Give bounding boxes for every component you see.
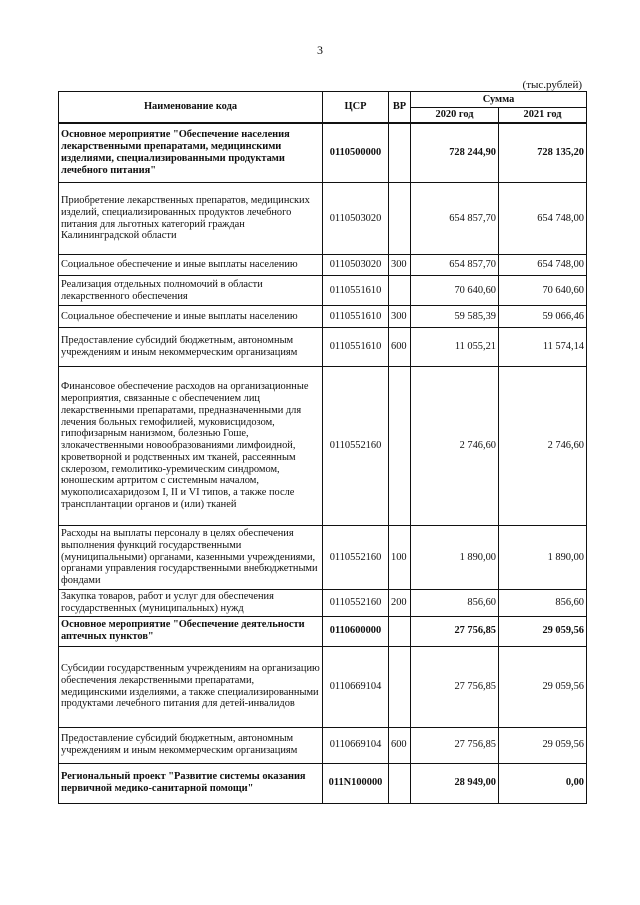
row-csr-cell: 0110552160 <box>323 526 389 590</box>
row-2020-cell: 70 640,60 <box>411 276 499 306</box>
row-name-cell: Предоставление субсидий бюджетным, автономным учреждениям и иным некоммерческим организациям <box>59 328 323 367</box>
row-csr-cell: 011N100000 <box>323 763 389 803</box>
table-row <box>59 123 587 183</box>
row-csr-cell: 0110500000 <box>323 123 389 183</box>
unit-note: (тыс.рублей) <box>522 79 582 91</box>
header-sum: Сумма <box>411 92 587 108</box>
row-2021-cell: 29 059,56 <box>499 727 587 763</box>
row-vr-cell <box>389 646 411 727</box>
row-vr-cell: 600 <box>389 328 411 367</box>
row-vr-cell <box>389 276 411 306</box>
table-row <box>59 306 587 328</box>
row-csr-cell: 0110551610 <box>323 306 389 328</box>
table-row <box>59 727 587 763</box>
row-2021-cell: 654 748,00 <box>499 255 587 276</box>
row-csr-cell: 0110503020 <box>323 255 389 276</box>
row-vr-cell: 300 <box>389 306 411 328</box>
row-csr-cell: 0110551610 <box>323 328 389 367</box>
header-2020: 2020 год <box>411 108 499 123</box>
row-2021-cell: 29 059,56 <box>499 646 587 727</box>
table-header <box>59 92 587 123</box>
row-2020-cell: 2 746,60 <box>411 367 499 526</box>
table-row <box>59 590 587 617</box>
row-2021-cell: 29 059,56 <box>499 616 587 646</box>
row-2021-cell: 70 640,60 <box>499 276 587 306</box>
row-2021-cell: 59 066,46 <box>499 306 587 328</box>
row-vr-cell <box>389 616 411 646</box>
row-name-cell: Социальное обеспечение и иные выплаты населению <box>59 255 323 276</box>
row-vr-cell: 600 <box>389 727 411 763</box>
row-name-cell: Субсидии государственным учреждениям на организацию обеспечения лекарственными препаратами, медицинскими изделиями, а также специализированными продуктами лечебного питания для детей-инвалидов <box>59 646 323 727</box>
row-2020-cell: 59 585,39 <box>411 306 499 328</box>
page-number: 3 <box>317 43 323 57</box>
table-row <box>59 763 587 803</box>
table-row <box>59 616 587 646</box>
row-2021-cell: 654 748,00 <box>499 183 587 255</box>
row-csr-cell: 0110503020 <box>323 183 389 255</box>
row-name-cell: Основное мероприятие "Обеспечение населения лекарственными препаратами, медицинскими изделиями, специализированными продуктами лечебного питания" <box>59 123 323 183</box>
row-2021-cell: 11 574,14 <box>499 328 587 367</box>
row-name-cell: Реализация отдельных полномочий в области лекарственного обеспечения <box>59 276 323 306</box>
row-2020-cell: 728 244,90 <box>411 123 499 183</box>
row-2020-cell: 28 949,00 <box>411 763 499 803</box>
budget-table <box>58 91 587 804</box>
header-2021: 2021 год <box>499 108 587 123</box>
row-csr-cell: 0110600000 <box>323 616 389 646</box>
header-csr: ЦСР <box>323 92 389 123</box>
row-2020-cell: 27 756,85 <box>411 646 499 727</box>
row-2020-cell: 1 890,00 <box>411 526 499 590</box>
header-vr: ВР <box>389 92 411 123</box>
row-2020-cell: 856,60 <box>411 590 499 617</box>
table-row <box>59 526 587 590</box>
row-name-cell: Основное мероприятие "Обеспечение деятельности аптечных пунктов" <box>59 616 323 646</box>
row-name-cell: Финансовое обеспечение расходов на организационные мероприятия, связанные с обеспечением лиц лекарственными препаратами, предназначенными для лечения больных гемофилией, муковисцидозом, гипофизарным нанизмом, болезнью Гоше, злокачественными новообразованиями лимфоидной, кроветворной и родственных им тканей, рассеянным склерозом, гемолитико-уремическим синдромом, юношеским артритом с системным началом, мукополисахаридозом I, II и VI типов, а также после трансплантации органов и (или) тканей <box>59 367 323 526</box>
row-name-cell: Социальное обеспечение и иные выплаты населению <box>59 306 323 328</box>
row-vr-cell: 300 <box>389 255 411 276</box>
row-vr-cell <box>389 123 411 183</box>
table-row <box>59 646 587 727</box>
row-2020-cell: 27 756,85 <box>411 727 499 763</box>
row-name-cell: Расходы на выплаты персоналу в целях обеспечения выполнения функций государственными (муниципальными) органами, казенными учреждениями, органами управления государственными внебюджетными фондами <box>59 526 323 590</box>
row-csr-cell: 0110669104 <box>323 727 389 763</box>
row-2021-cell: 1 890,00 <box>499 526 587 590</box>
header-name: Наименование кода <box>59 92 323 123</box>
row-2021-cell: 856,60 <box>499 590 587 617</box>
row-vr-cell: 200 <box>389 590 411 617</box>
table-body <box>59 123 587 804</box>
row-2021-cell: 0,00 <box>499 763 587 803</box>
row-name-cell: Закупка товаров, работ и услуг для обеспечения государственных (муниципальных) нужд <box>59 590 323 617</box>
table-row <box>59 367 587 526</box>
row-vr-cell: 100 <box>389 526 411 590</box>
row-name-cell: Приобретение лекарственных препаратов, медицинских изделий, специализированных продуктов лечебного питания для льготных категорий граждан Калининградской области <box>59 183 323 255</box>
row-2021-cell: 728 135,20 <box>499 123 587 183</box>
table-row <box>59 183 587 255</box>
row-name-cell: Предоставление субсидий бюджетным, автономным учреждениям и иным некоммерческим организациям <box>59 727 323 763</box>
row-vr-cell <box>389 367 411 526</box>
row-name-cell: Региональный проект "Развитие системы оказания первичной медико-санитарной помощи" <box>59 763 323 803</box>
row-2020-cell: 27 756,85 <box>411 616 499 646</box>
table-row <box>59 255 587 276</box>
table-row <box>59 276 587 306</box>
row-vr-cell <box>389 763 411 803</box>
row-csr-cell: 0110669104 <box>323 646 389 727</box>
table-row <box>59 328 587 367</box>
row-2020-cell: 654 857,70 <box>411 183 499 255</box>
row-2020-cell: 654 857,70 <box>411 255 499 276</box>
row-csr-cell: 0110552160 <box>323 367 389 526</box>
row-csr-cell: 0110552160 <box>323 590 389 617</box>
row-2021-cell: 2 746,60 <box>499 367 587 526</box>
row-csr-cell: 0110551610 <box>323 276 389 306</box>
row-vr-cell <box>389 183 411 255</box>
row-2020-cell: 11 055,21 <box>411 328 499 367</box>
